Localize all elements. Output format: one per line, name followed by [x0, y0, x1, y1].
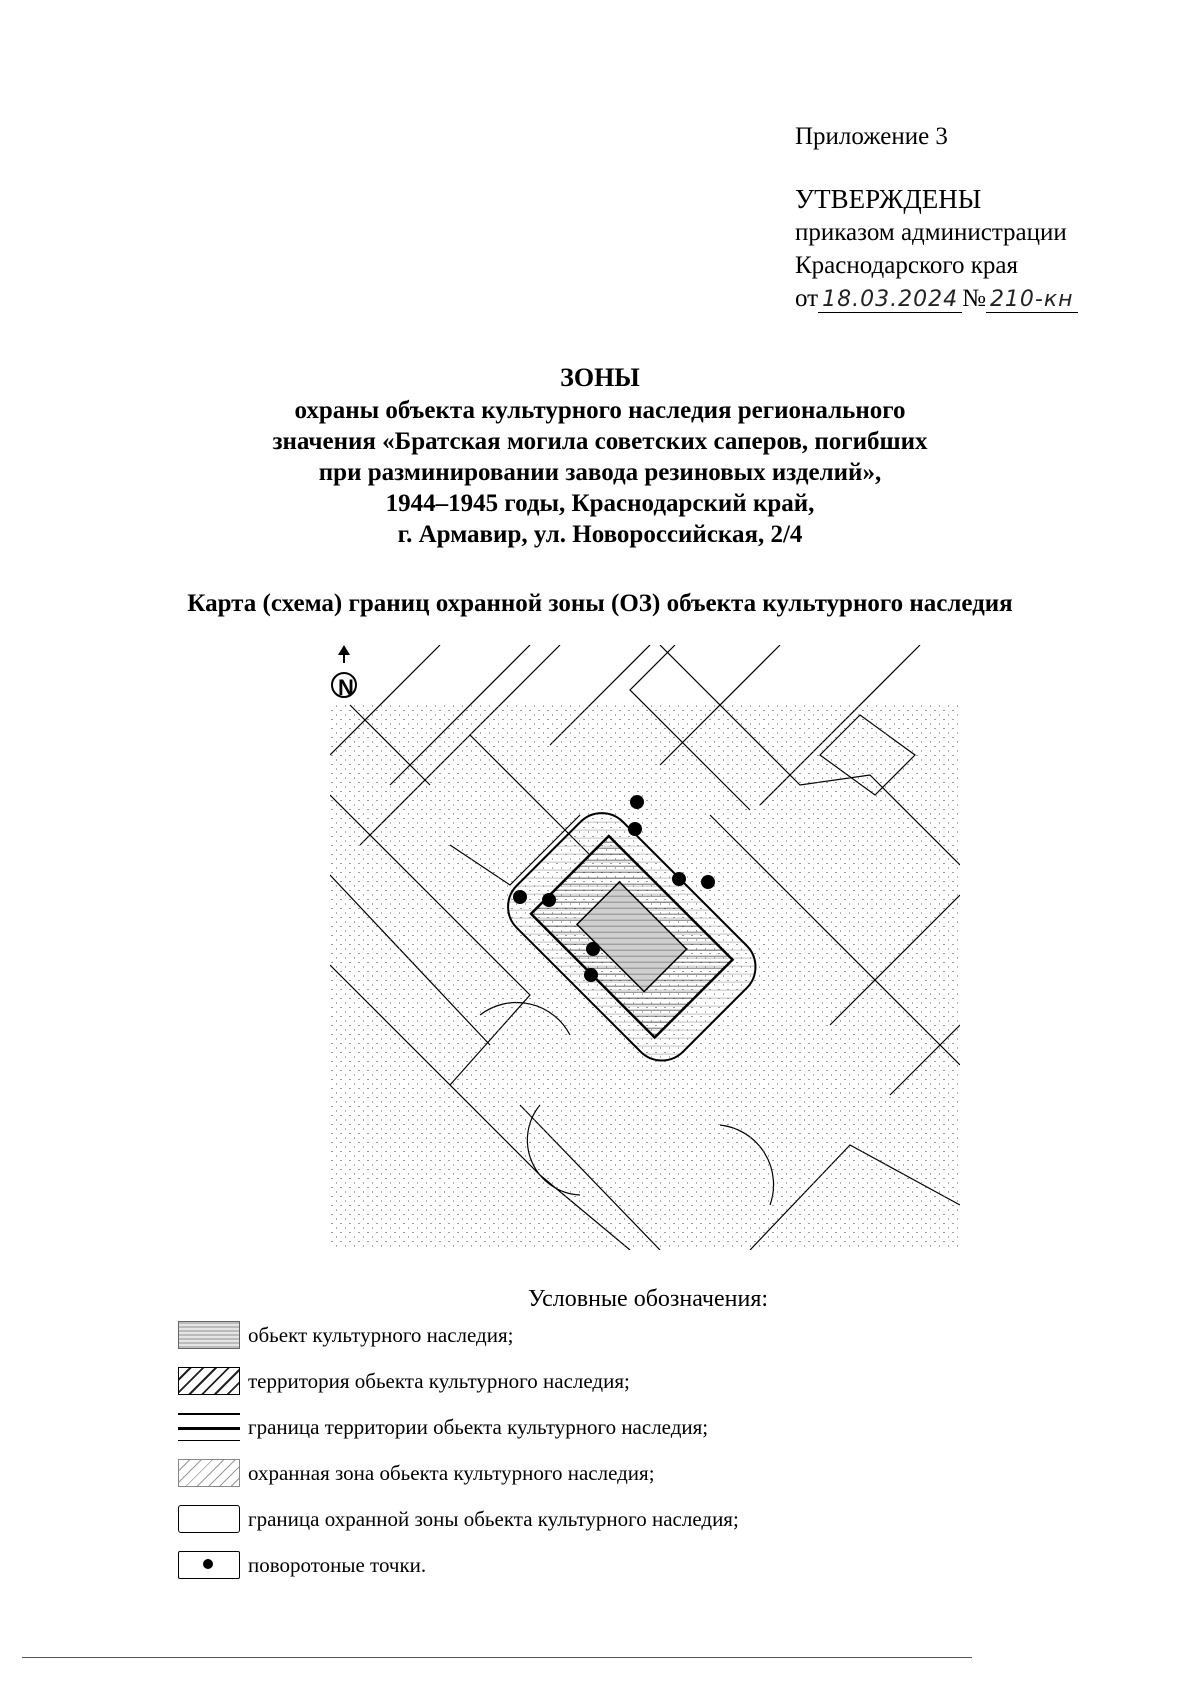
protection-zone-map [330, 645, 960, 1250]
handwritten-date: 18.03.2024 [818, 287, 962, 313]
territory-hatch-swatch-icon [178, 1367, 240, 1395]
approval-block [795, 120, 1078, 316]
handwritten-number: 210-кн [986, 287, 1078, 313]
legend-label: обьект культурного наследия; [248, 1323, 514, 1347]
map-title: Карта (схема) границ охранной зоны (ОЗ) объекта культурного наследия [187, 590, 1013, 617]
number-prefix: № [962, 285, 986, 312]
date-prefix: от [795, 285, 819, 312]
title-heading: ЗОНЫ [560, 363, 640, 392]
document-title [0, 362, 1200, 550]
legend-label: территория обьекта культурного наследия; [248, 1369, 630, 1393]
approval-line-1: приказом администрации [795, 219, 1067, 246]
approval-date-line [795, 282, 1078, 316]
footer-divider [22, 1657, 972, 1658]
legend-label: граница территории обьекта культурного наследия; [248, 1415, 709, 1439]
legend-title: Условные обозначения: [528, 1286, 769, 1312]
approved-label: УТВЕРЖДЕНЫ [795, 184, 982, 214]
title-line-3: при разминировании завода резиновых изделий», [318, 459, 882, 486]
title-line-2: значения «Братская могила советских саперов, погибших [272, 428, 928, 455]
approval-line-2: Краснодарского края [795, 252, 1018, 279]
zone-hatch-swatch-icon [178, 1459, 240, 1487]
annex-label: Приложение 3 [795, 123, 948, 150]
object-swatch-icon [178, 1321, 240, 1349]
title-line-1: охраны объекта культурного наследия регионального [294, 397, 906, 424]
north-label: N [338, 675, 354, 700]
title-line-5: г. Армавир, ул. Новороссийская, 2/4 [397, 521, 803, 548]
zone-border-swatch-icon [178, 1505, 240, 1533]
title-line-4: 1944–1945 годы, Краснодарский край, [385, 490, 815, 517]
legend-label: поворотоные точки. [248, 1553, 427, 1577]
legend-label: граница охранной зоны обьекта культурного наследия; [248, 1507, 739, 1531]
territory-border-swatch-icon [178, 1413, 240, 1441]
north-arrow-icon [332, 645, 356, 700]
turning-point-swatch-icon [178, 1551, 240, 1579]
legend-label: охранная зона обьекта культурного наследия; [248, 1461, 655, 1485]
